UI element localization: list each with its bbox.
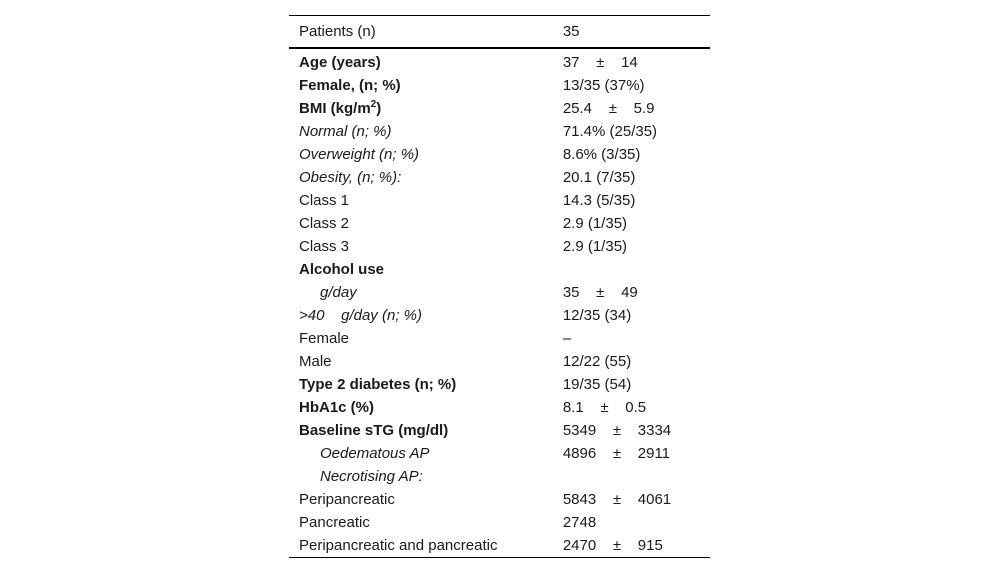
row-value-cell: 12/22 (55): [562, 353, 632, 370]
table-row: [289, 465, 710, 488]
row-value-cell: 8.1 ± 0.5: [562, 399, 647, 416]
row-value-cell: 2470 ± 915: [563, 534, 710, 558]
table-row: [289, 396, 710, 419]
table-row: [289, 48, 710, 74]
table-row: [289, 74, 710, 97]
row-label-text: g/day: [320, 284, 357, 301]
row-label-text: Class 2: [299, 215, 350, 232]
row-value-cell: 20.1 (7/35): [562, 169, 636, 186]
table-row: [289, 419, 710, 442]
row-label-text: Peripancreatic: [299, 491, 395, 508]
table-row: [289, 488, 710, 511]
table-row: [289, 235, 710, 258]
row-label-text: Class 1: [299, 192, 350, 209]
table-header: [289, 16, 710, 49]
row-value-cell: 37 ± 14: [562, 54, 638, 71]
table-body: [289, 48, 710, 558]
row-label-cell: [289, 534, 563, 558]
row-label-cell: [289, 143, 563, 166]
table-row: [289, 143, 710, 166]
table-row: [289, 304, 710, 327]
row-label-cell: [289, 511, 563, 534]
row-value-cell: 35 ± 49: [562, 284, 638, 301]
row-label-cell: [289, 97, 563, 120]
row-label-text: Obesity, (n; %):: [299, 169, 402, 186]
header-value-cell: 35: [562, 23, 580, 40]
row-value-cell: 4896 ± 2911: [562, 445, 671, 462]
row-label-text: Peripancreatic and pancreatic: [299, 537, 498, 554]
table-row: [289, 373, 710, 396]
table-row: [289, 166, 710, 189]
row-label-cell: [289, 373, 563, 396]
table-row: [289, 534, 710, 558]
table-row: [289, 442, 710, 465]
row-value-cell: 5843 ± 4061: [562, 491, 672, 508]
row-label-cell: [289, 189, 563, 212]
row-value-cell: [563, 258, 710, 281]
row-label-cell: [289, 304, 563, 327]
row-value-cell: 8.6% (3/35): [562, 146, 641, 163]
row-label-cell: [289, 120, 563, 143]
row-label-text: Alcohol use: [299, 261, 385, 278]
row-label-cell: [289, 396, 563, 419]
row-label-cell: [289, 327, 563, 350]
row-label-cell: [289, 212, 563, 235]
row-label-text: Age (years): [299, 54, 381, 71]
row-label-cell: [289, 350, 563, 373]
row-label-cell: [289, 442, 563, 465]
row-label-text: Pancreatic: [299, 514, 370, 531]
row-value-cell: [563, 465, 710, 488]
row-label-cell: [289, 74, 563, 97]
row-label-text: Necrotising AP:: [320, 468, 423, 485]
row-value-cell: 2748: [562, 514, 597, 531]
row-value-cell: 14.3 (5/35): [562, 192, 636, 209]
row-value-cell: 5349 ± 3334: [562, 422, 672, 439]
row-label-text: >40 g/day (n; %): [299, 307, 422, 324]
row-label-cell: [289, 258, 563, 281]
row-label-text: Class 3: [299, 238, 350, 255]
row-label-cell: [289, 166, 563, 189]
row-value-cell: 2.9 (1/35): [562, 238, 628, 255]
row-value-cell: 13/35 (37%): [562, 77, 645, 94]
row-label-cell: [289, 281, 563, 304]
row-label-text: Female, (n; %): [299, 77, 401, 94]
row-label-cell: [289, 488, 563, 511]
table-row: [289, 281, 710, 304]
patient-characteristics-table-container: [289, 15, 710, 558]
table-row: [289, 350, 710, 373]
patient-characteristics-table: [289, 15, 710, 558]
row-label-cell: [289, 235, 563, 258]
row-label-superscript: 2: [370, 99, 377, 110]
table-header-row: [289, 16, 710, 49]
row-label-text: HbA1c (%): [299, 399, 375, 416]
row-label-cell: [289, 48, 563, 74]
row-value-cell: 19/35 (54): [562, 376, 632, 393]
row-value-cell: 25.4 ± 5.9: [562, 100, 655, 117]
row-value-cell: –: [562, 330, 572, 347]
row-label-text: Normal (n; %): [299, 123, 392, 140]
row-label-text: Type 2 diabetes (n; %): [299, 376, 457, 393]
table-row: [289, 258, 710, 281]
row-label-text: Male: [299, 353, 332, 370]
table-row: [289, 511, 710, 534]
table-row: [289, 327, 710, 350]
table-row: [289, 120, 710, 143]
header-label-cell: Patients (n): [299, 23, 376, 40]
row-label-text: Baseline sTG (mg/dl): [299, 422, 449, 439]
row-label-text: BMI (kg/m: [299, 100, 371, 117]
row-label-suffix: ): [376, 100, 382, 117]
row-label-cell: [289, 465, 563, 488]
table-row: [289, 97, 710, 120]
row-label-text: Overweight (n; %): [299, 146, 420, 163]
row-value-cell: 12/35 (34): [562, 307, 632, 324]
row-label-cell: [289, 419, 563, 442]
table-row: [289, 212, 710, 235]
row-value-cell: 2.9 (1/35): [562, 215, 628, 232]
row-value-cell: 71.4% (25/35): [562, 123, 658, 140]
row-label-text: Female: [299, 330, 350, 347]
row-label-text: Oedematous AP: [320, 445, 430, 462]
table-row: [289, 189, 710, 212]
